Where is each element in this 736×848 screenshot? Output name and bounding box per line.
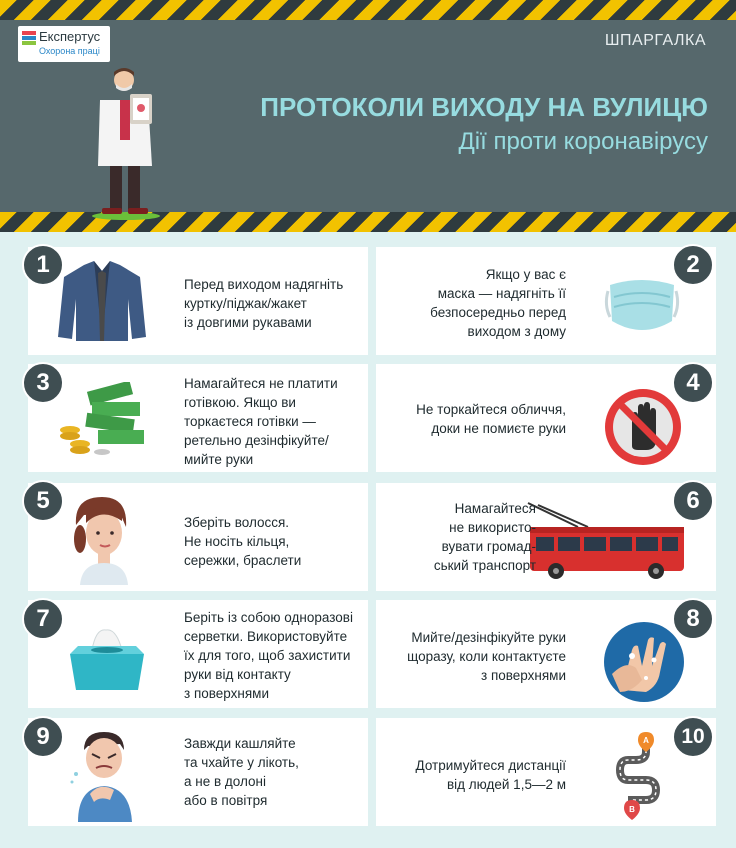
- tip-text-10: Дотримуйтеся дистанції від людей 1,5—2 м: [415, 758, 566, 792]
- tip-text-3: Намагайтеся не платити готівкою. Якщо ви торкаєтеся готівки — ретельно дезінфікуйте/ мийте руки: [184, 376, 338, 467]
- tip-number-7: 7: [22, 598, 64, 640]
- route-start-label: A: [643, 736, 649, 745]
- route-distance-icon: [614, 730, 664, 822]
- hazard-stripe-top: [0, 0, 736, 20]
- logo-title: Експертус: [39, 29, 101, 44]
- tissue-box-icon: [66, 626, 148, 696]
- mask-icon: [602, 277, 682, 335]
- tip-text-8: Мийте/дезінфікуйте руки щоразу, коли контактуєте з поверхнями: [407, 630, 566, 683]
- tip-text-5: Зберіть волосся. Не носіть кільця, сережки, браслети: [184, 515, 302, 568]
- jacket-icon: [54, 259, 150, 343]
- tip-text-4: Не торкайтеся обличчя, доки не помиєте руки: [416, 402, 566, 436]
- header-banner: [0, 0, 736, 232]
- tip-number-4: 4: [672, 362, 714, 404]
- doctor-illustration-icon: [86, 66, 166, 222]
- tip-card-6: [376, 483, 716, 591]
- money-icon: [58, 382, 148, 458]
- woman-hair-icon: [72, 493, 132, 585]
- cheatsheet-tag: ШПАРГАЛКА: [604, 32, 706, 49]
- tip-card-4: [376, 364, 716, 472]
- tip-number-10: 10: [672, 716, 714, 758]
- tip-number-1: 1: [22, 244, 64, 286]
- tip-number-2: 2: [672, 244, 714, 286]
- logo-subtitle: Охорона праці: [39, 46, 100, 56]
- tip-number-6: 6: [672, 480, 714, 522]
- page-title: ПРОТОКОЛИ ВИХОДУ НА ВУЛИЦЮ: [260, 92, 708, 122]
- tip-card-5: [28, 483, 368, 591]
- tip-number-3: 3: [22, 362, 64, 404]
- tip-number-8: 8: [672, 598, 714, 640]
- tip-number-5: 5: [22, 480, 64, 522]
- tip-text-2: Якщо у вас є маска — надягніть її безпосередньо перед виходом з дому: [430, 267, 566, 339]
- hand-washing-icon: [602, 620, 686, 704]
- tip-card-3: [28, 364, 368, 472]
- tip-card-10: [376, 718, 716, 826]
- tip-text-6: Намагайтеся не використо- вувати громад- ський транспорт: [433, 501, 536, 573]
- no-touch-icon: [602, 386, 684, 468]
- tip-card-9: [28, 718, 368, 826]
- route-end-label: B: [629, 805, 635, 814]
- page-subtitle: Дії проти коронавірусу: [458, 128, 708, 155]
- tip-card-7: [28, 600, 368, 708]
- logo-mark-icon: [22, 31, 36, 45]
- tip-text-9: Завжди кашляйте та чхайте у лікоть, а не в долоні або в повітря: [184, 736, 299, 808]
- logo[interactable]: [18, 26, 110, 62]
- trolleybus-icon: [526, 501, 688, 581]
- tip-number-9: 9: [22, 716, 64, 758]
- tip-card-1: [28, 247, 368, 355]
- tip-text-1: Перед виходом надягніть куртку/піджак/жакет із довгими рукавами: [184, 277, 344, 330]
- tip-card-2: [376, 247, 716, 355]
- tip-text-7: Беріть із собою одноразові серветки. Використовуйте їх для того, щоб захистити руки від контакту з поверхнями: [184, 610, 353, 701]
- coughing-man-icon: [70, 728, 140, 822]
- tip-card-8: [376, 600, 716, 708]
